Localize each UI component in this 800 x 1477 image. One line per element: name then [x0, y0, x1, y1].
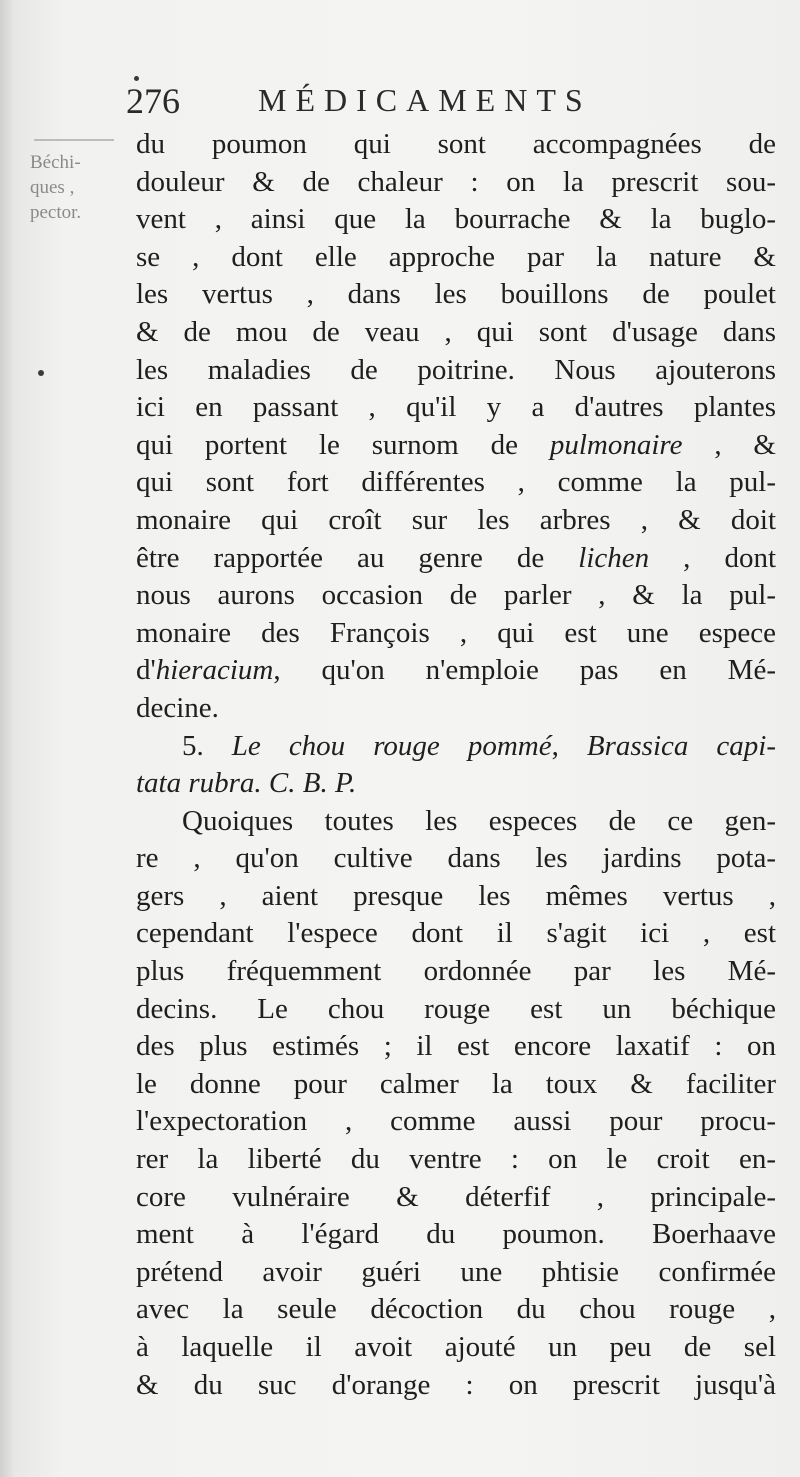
italic-text: tata rubra. C. B. P.	[136, 767, 357, 800]
text-line	[136, 540, 776, 578]
text-segment: ,	[551, 729, 587, 762]
text-line	[136, 615, 776, 653]
text-segment: monaire qui croît sur les arbres , & doit	[136, 503, 776, 536]
text-segment: & de mou de veau , qui sont d'usage dans	[136, 315, 776, 348]
margin-note-line: pector.	[30, 202, 82, 223]
text-segment: avec la seule décoction du chou rouge ,	[136, 1293, 776, 1326]
text-segment: du poumon qui sont accompagnées de	[136, 128, 776, 160]
text-line	[136, 728, 776, 766]
text-segment: vent , ainsi que la bourrache & la buglo-	[136, 203, 776, 236]
text-segment: d'	[136, 654, 156, 687]
text-segment: ici en passant , qu'il y a d'autres plantes	[136, 391, 776, 424]
page-number: 276	[126, 81, 180, 121]
ink-dot	[134, 76, 139, 81]
margin-note	[30, 150, 122, 225]
gutter-shadow	[0, 0, 14, 1477]
text-segment: , dont	[649, 541, 776, 574]
text-segment: decins. Le chou rouge est un béchique	[136, 992, 776, 1025]
text-segment: prétend avoir guéri une phtisie confirmée	[136, 1255, 776, 1288]
text-segment: , &	[682, 428, 776, 461]
text-segment: core vulnéraire & déterfif , principale-	[136, 1180, 776, 1213]
italic-text: pulmonaire	[549, 428, 683, 461]
text-line	[136, 1291, 776, 1329]
italic-text: lichen	[578, 541, 650, 574]
text-line	[136, 314, 776, 352]
text-segment: les vertus , dans les bouillons de poulet	[136, 278, 776, 311]
margin-note-line: Béchi-	[30, 152, 81, 173]
margin-note-line: ques ,	[30, 177, 75, 198]
italic-text: hieracium	[155, 654, 274, 687]
text-segment: re , qu'on cultive dans les jardins pota-	[136, 842, 776, 875]
text-segment: & du suc d'orange : on prescrit jusqu'à	[136, 1368, 776, 1401]
text-line	[136, 126, 776, 164]
text-segment: se , dont elle approche par la nature &	[136, 240, 776, 273]
text-line	[136, 878, 776, 916]
text-line	[136, 577, 776, 615]
text-segment: douleur & de chaleur : on la prescrit sou-	[136, 165, 776, 198]
text-segment: à laquelle il avoit ajouté un peu de sel	[136, 1331, 776, 1363]
text-line	[136, 427, 776, 465]
text-line	[136, 1141, 776, 1179]
text-line	[136, 1254, 776, 1292]
text-line	[136, 1103, 776, 1141]
text-segment: des plus estimés ; il est encore laxatif : on	[136, 1030, 776, 1063]
page-header	[122, 74, 772, 124]
text-line	[136, 1066, 776, 1104]
italic-text: Le chou rouge pommé	[231, 729, 552, 762]
text-segment: , qu'on n'emploie pas en Mé-	[273, 654, 776, 687]
text-line	[136, 1367, 776, 1405]
text-line	[136, 1179, 776, 1217]
text-line	[136, 1216, 776, 1254]
text-line	[136, 1329, 776, 1367]
text-line	[136, 164, 776, 202]
text-line	[136, 201, 776, 239]
text-line	[136, 464, 776, 502]
text-line	[136, 953, 776, 991]
text-segment: le donne pour calmer la toux & faciliter	[136, 1067, 776, 1100]
text-segment: monaire des François , qui est une espece	[136, 616, 776, 649]
text-line	[136, 502, 776, 540]
text-line	[136, 690, 776, 728]
text-line	[136, 915, 776, 953]
text-segment: être rapportée au genre de	[136, 541, 579, 574]
text-segment: plus fréquemment ordonnée par les Mé-	[136, 955, 776, 988]
text-line	[136, 389, 776, 427]
text-segment: gers , aient presque les mêmes vertus ,	[136, 879, 776, 912]
text-segment: cependant l'espece dont il s'agit ici , est	[136, 917, 776, 950]
italic-text: Brassica capi-	[586, 729, 776, 762]
body-text	[136, 126, 776, 1404]
text-line	[136, 765, 776, 803]
text-segment: ment à l'égard du poumon. Boerhaave	[136, 1218, 776, 1251]
text-segment: rer la liberté du ventre : on le croit en-	[136, 1143, 776, 1176]
running-head: MÉDICAMENTS	[258, 82, 592, 118]
text-segment: les maladies de poitrine. Nous ajouterons	[136, 353, 776, 386]
text-segment: qui portent le surnom de	[136, 428, 550, 461]
ink-dot	[38, 370, 44, 376]
text-line	[136, 840, 776, 878]
text-segment: nous aurons occasion de parler , & la pul-	[136, 579, 776, 612]
margin-rule	[34, 139, 114, 141]
text-segment: qui sont fort différentes , comme la pul-	[136, 466, 776, 499]
text-segment: 5.	[182, 729, 232, 762]
text-line	[136, 1028, 776, 1066]
text-line	[136, 652, 776, 690]
text-segment: l'expectoration , comme aussi pour procu-	[136, 1105, 776, 1138]
text-line	[136, 239, 776, 277]
text-line	[136, 276, 776, 314]
text-line	[136, 991, 776, 1029]
text-segment: Quoiques toutes les especes de ce gen-	[182, 804, 776, 837]
text-line	[136, 352, 776, 390]
text-segment: decine.	[136, 691, 219, 724]
text-line	[136, 803, 776, 841]
